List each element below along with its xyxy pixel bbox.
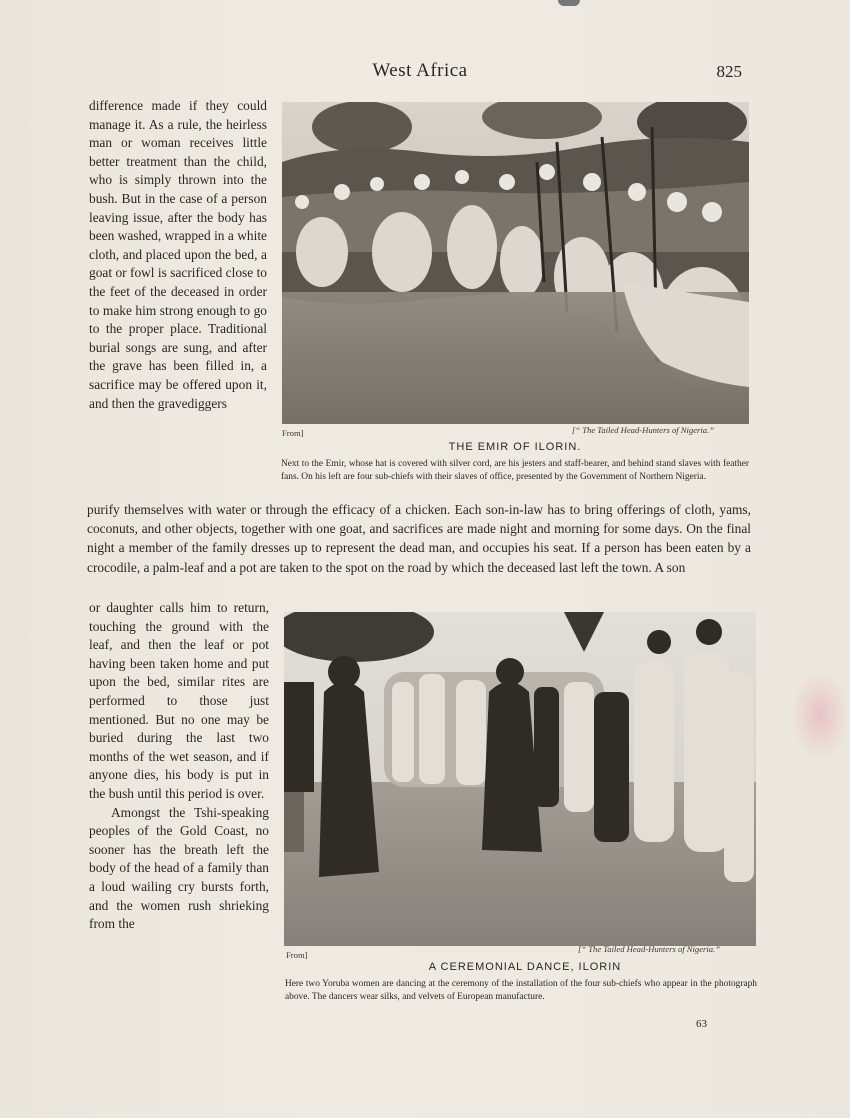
paragraph: Amongst the Tshi-speaking peoples of the Gold Coast, no sooner has the breath left the body of the head of a family than a loud wailing cry bursts forth, and the women rush shrieking from the bbox=[89, 804, 269, 932]
running-title: West Africa bbox=[372, 60, 468, 81]
text-full-width bbox=[87, 500, 751, 577]
text-column-bottom bbox=[89, 599, 269, 934]
text-column-top bbox=[89, 97, 267, 413]
paragraph: difference made if they could manage it. As a rule, the heirless man or woman receives little better treatment than the child, who is simply thrown into the bush. But in the case of a person leaving issue, after the body has been washed, wrapped in a white cloth, and placed upon the bed, a goat or fowl is sacrificed close to the feet of the deceased in order to make him strong enough to go to the proper place. Traditional burial songs are sung, and after the grave has been filled in, a sacrifice may be offered upon it, and then the gravediggers bbox=[89, 98, 267, 411]
page-number: 825 bbox=[716, 62, 742, 81]
paper-stain bbox=[790, 670, 850, 760]
photo-source-from: From] bbox=[282, 428, 304, 438]
paragraph: or daughter calls him to return, touching the ground with the leaf, and then the leaf or pot having been taken home and put upon the bed, similar rites are performed to those just mentioned. But no one may be buried during the last two months of the wet season, and if anyone dies, his body is put in the bush until this period is over. bbox=[89, 600, 269, 801]
figure-title: A CEREMONIAL DANCE, ILORIN bbox=[428, 961, 622, 973]
photo-credit: [“ The Tailed Head-Hunters of Nigeria.” bbox=[578, 944, 720, 954]
page-edge-mark bbox=[558, 0, 580, 6]
photo-ceremonial-dance bbox=[284, 612, 756, 946]
figure-caption: Next to the Emir, whose hat is covered with silver cord, are his jesters and staff-bearer, and behind stand slaves with feather fans. On his left are four sub-chiefs with their slaves of office, presented by the Government of Northern Nigeria. bbox=[281, 459, 749, 482]
photo-source-from: From] bbox=[286, 950, 308, 960]
crowd-photo-illustration bbox=[282, 102, 749, 424]
folio-number: 63 bbox=[696, 1018, 707, 1030]
dance-photo-illustration bbox=[284, 612, 756, 946]
photo-emir-of-ilorin bbox=[282, 102, 749, 424]
paragraph: purify themselves with water or through the efficacy of a chicken. Each son-in-law has to bring offerings of cloth, yams, coconuts, and other objects, together with one goat, and sacrifices are made night and morning for some days. On the final night a member of the family dresses up to represent the dead man, and occupies his seat. If a person has been eaten by a crocodile, a palm-leaf and a pot are taken to the spot on the road by which the deceased last left the town. A son bbox=[87, 502, 751, 575]
photo-credit: [“ The Tailed Head-Hunters of Nigeria.” bbox=[572, 425, 714, 435]
figure-title: THE EMIR OF ILORIN. bbox=[448, 441, 582, 453]
figure-caption: Here two Yoruba women are dancing at the ceremony of the installation of the four sub-chiefs who appear in the photograph above. The dancers wear silks, and velvets of European manufacture. bbox=[285, 979, 757, 1002]
